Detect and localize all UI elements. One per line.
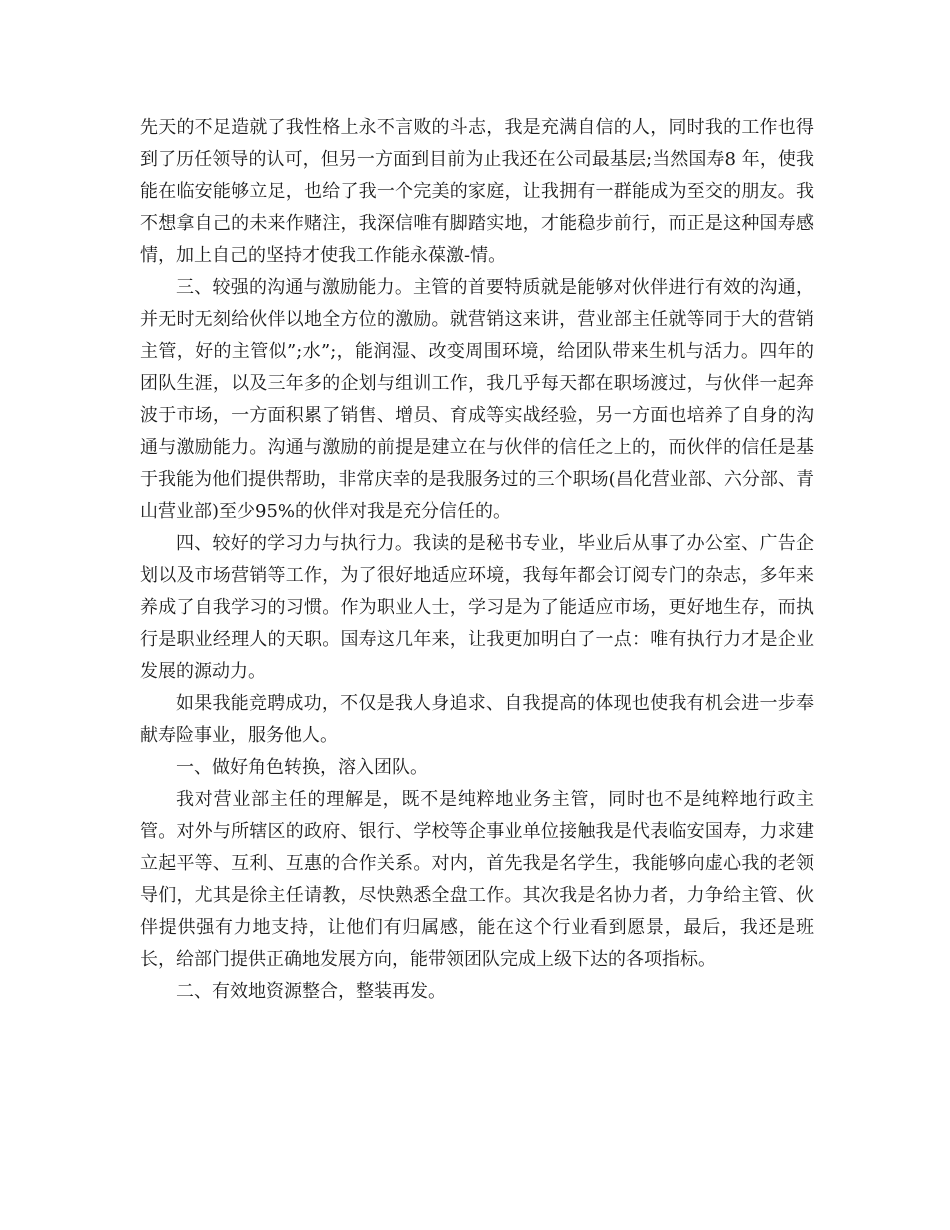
paragraph-continuation: 先天的不足造就了我性格上永不言败的斗志，我是充满自信的人，同时我的工作也得到了历任领导的认可，但另一方面到目前为止我还在公司最基层;当然国寿8 年，使我能在临安能够立足，也给了我一个完美的家庭，让我拥有一群能成为至交的朋友。我不想拿自己的未来作赌注，我深信唯有脚踏实地，才能稳步前行，而正是这种国寿感情，加上自己的坚持才使我工作能永葆激-情。 — [140, 117, 814, 266]
paragraph-communication: 三、较强的沟通与激励能力。主管的首要特质就是能够对伙伴进行有效的沟通，并无时无刻给伙伴以地全方位的激励。就营销这来讲，营业部主任就等同于大的营销主管，好的主管似”;水”;，能润湿、改变周围环境，给团队带来生机与活力。四年的团队生涯，以及三年多的企划与组训工作，我几乎每天都在职场渡过，与伙伴一起奔波于市场，一方面积累了销售、增员、育成等实战经验，另一方面也培养了自身的沟通与激励能力。沟通与激励的前提是建立在与伙伴的信任之上的，而伙伴的信任是基于我能为他们提供帮助，非常庆幸的是我服务过的三个职场(昌化营业部、六分部、青山营业部)至少95%的伙伴对我是充分信任的。 — [140, 277, 814, 522]
paragraph-if-successful: 如果我能竞聘成功，不仅是我人身追求、自我提高的体现也使我有机会进一步奉献寿险事业，服务他人。 — [140, 693, 814, 746]
paragraph-heading-role: 一、做好角色转换，溶入团队。 — [176, 757, 428, 778]
paragraph-learning: 四、较好的学习力与执行力。我读的是秘书专业，毕业后从事了办公室、广告企划以及市场营销等工作，为了很好地适应环境，我每年都会订阅专门的杂志，多年来养成了自我学习的习惯。作为职业人士，学习是为了能适应市场，更好地生存，而执行是职业经理人的天职。国寿这几年来，让我更加明白了一点：唯有执行力才是企业发展的源动力。 — [140, 533, 814, 682]
paragraph-heading-resources: 二、有效地资源整合，整装再发。 — [176, 981, 446, 1002]
paragraph-understanding: 我对营业部主任的理解是，既不是纯粹地业务主管，同时也不是纯粹地行政主管。对外与所辖区的政府、银行、学校等企事业单位接触我是代表临安国寿，力求建立起平等、互利、互惠的合作关系。对内，首先我是名学生，我能够向虚心我的老领导们，尤其是徐主任请教，尽快熟悉全盘工作。其次我是名协力者，力争给主管、伙伴提供强有力地支持，让他们有归属感，能在这个行业看到愿景，最后，我还是班长，给部门提供正确地发展方向，能带领团队完成上级下达的各项指标。 — [140, 789, 814, 970]
